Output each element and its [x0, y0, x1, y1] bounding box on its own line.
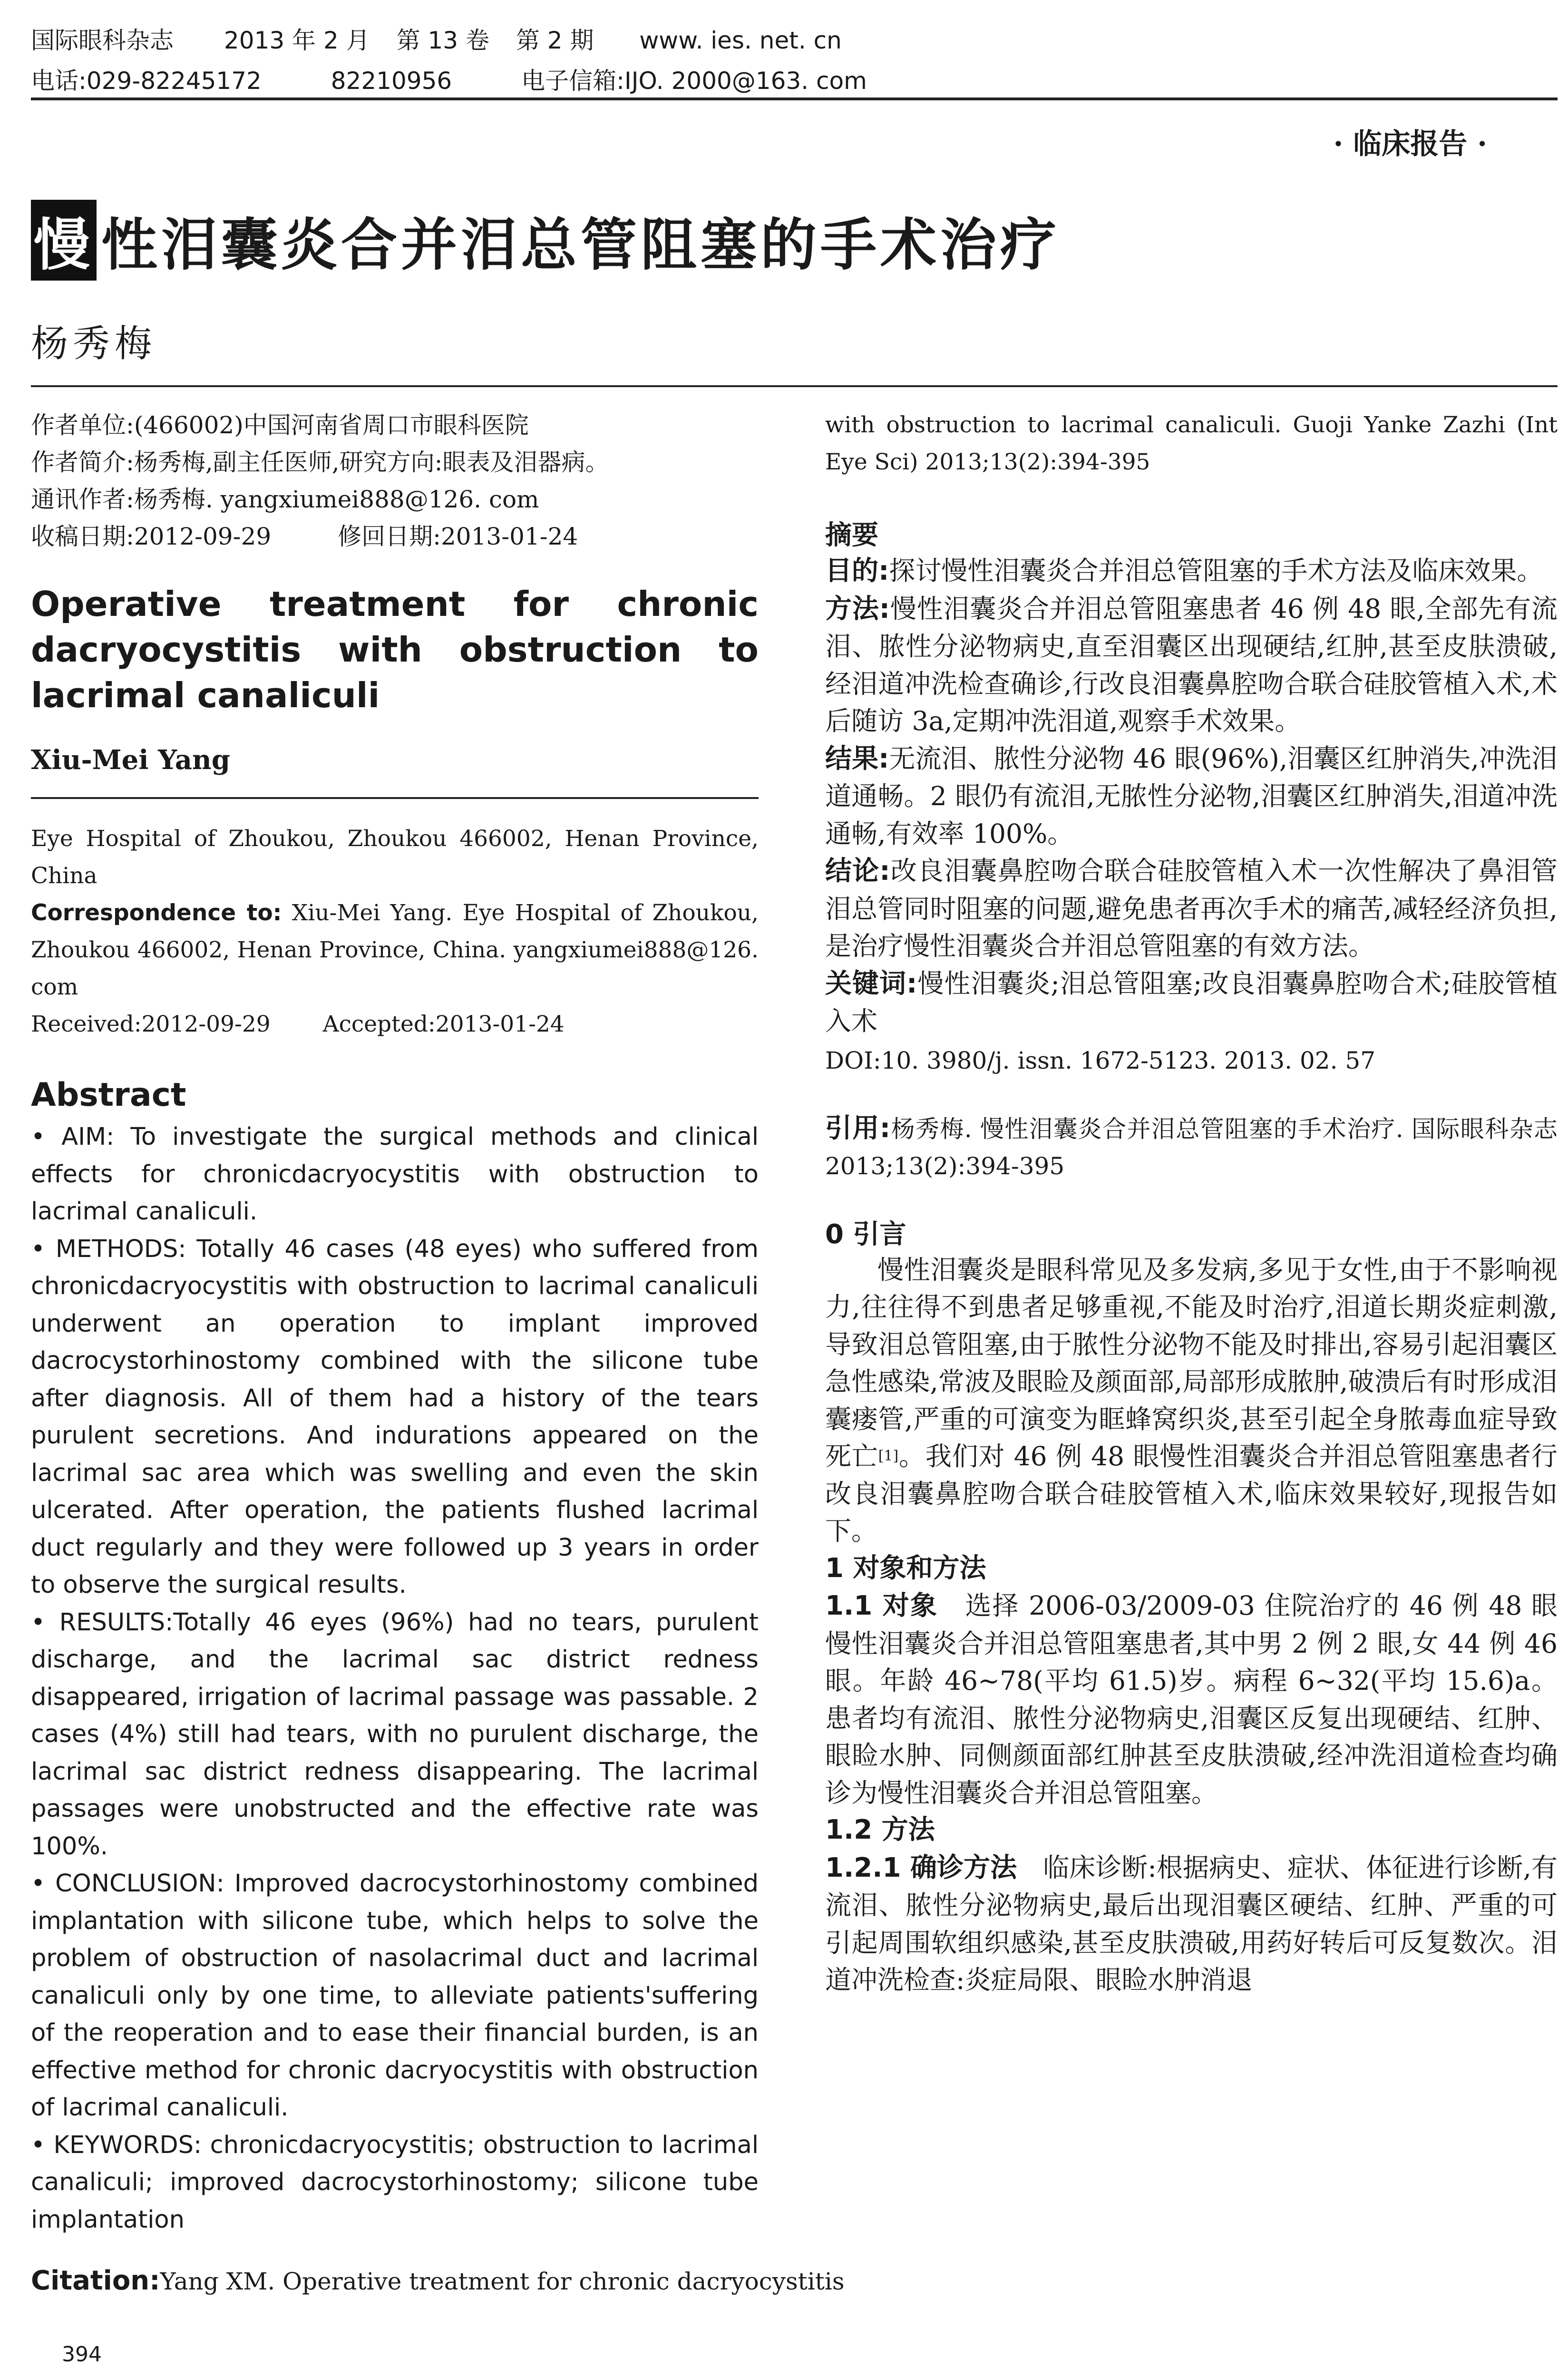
- zh-conclusion-label: 结论:: [825, 856, 890, 887]
- zh-aim-label: 目的:: [825, 555, 889, 586]
- abstract-aim: • AIM: To investigate the surgical methods and clinical effects for chronicdacryocystitis with obstruction to lacrimal canaliculi.: [31, 1123, 759, 1226]
- left-column: [31, 407, 845, 2300]
- doi[interactable]: DOI:10. 3980/j. issn. 1672-5123. 2013. 02. 57: [825, 1046, 1376, 1074]
- revised-date-zh: 修回日期:2013-01-24: [338, 523, 578, 550]
- zh-results-label: 结果:: [825, 743, 889, 774]
- article-body: [825, 1251, 1558, 1999]
- title-divider: [31, 385, 1558, 387]
- journal-website[interactable]: www. ies. net. cn: [639, 27, 842, 54]
- zh-abstract-methods: [825, 590, 1558, 740]
- english-author: Xiu-Mei Yang: [31, 744, 230, 776]
- zh-abstract-results: [825, 740, 1558, 853]
- abstract-methods: • METHODS: Totally 46 cases (48 eyes) who suffered from chronicdacryocystitis with obstruction to lacrimal canaliculi underwent an operation to implant improved dacrocystorhinostomy combined with the silicone tube after diagnosis. All of them had a history of the tears purulent secretions. And indurations appeared on the lacrimal sac area which was swelling and even the skin ulcerated. After operation, the patients flushed lacrimal duct regularly and they were followed up 3 years in order to observe the surgical results.: [31, 1235, 759, 1599]
- zh-aim-text: 探讨慢性泪囊炎合并泪总管阻塞的手术方法及临床效果。: [889, 555, 1543, 586]
- english-affiliation: [31, 820, 759, 1006]
- citation-zh-text: 杨秀梅. 慢性泪囊炎合并泪总管阻塞的手术治疗. 国际眼科杂志 2013;13(2):394-395: [825, 1115, 1558, 1180]
- section-1-1: [825, 1587, 1558, 1812]
- journal-phone: 电话:029-82245172: [31, 67, 262, 95]
- section-1-heading: 1 对象和方法: [825, 1552, 986, 1584]
- zh-results-text: 无流泪、脓性分泌物 46 眼(96%),泪囊区红肿消失,冲洗泪道通畅。2 眼仍有流泪,无脓性分泌物,泪囊区红肿消失,泪道冲洗通畅,有效率 100%。: [825, 743, 1558, 849]
- section-1-2-heading: 1.2 方法: [825, 1814, 935, 1845]
- zh-abstract-heading: 摘要: [825, 520, 878, 551]
- citation-zh: [825, 1110, 1558, 1185]
- journal-email[interactable]: 电子信箱:IJO. 2000@163. com: [521, 67, 867, 95]
- title-initial: 慢: [31, 200, 97, 281]
- title-text: 性泪囊炎合并泪总管阻塞的手术治疗: [101, 212, 1061, 278]
- dates-en: [31, 1006, 759, 1043]
- zh-abstract-body: [825, 552, 1558, 1040]
- accepted-date-en: Accepted:2013-01-24: [322, 1011, 565, 1037]
- intro-text-2: 。我们对 46 例 48 眼慢性泪囊炎合并泪总管阻塞患者行改良泪囊鼻腔吻合联合硅胶管植入术,临床效果较好,现报告如下。: [825, 1441, 1558, 1546]
- section-1-2-1-text: 临床诊断:根据病史、症状、体征进行诊断,有流泪、脓性分泌物病史,最后出现泪囊区硬结、红肿、严重的可引起周围软组织感染,甚至皮肤溃破,用药好转后可反复数次。泪道冲洗检查:炎症局限、眼睑水肿消退: [825, 1852, 1558, 1995]
- english-title: Operative treatment for chronic dacryocystitis with obstruction to lacrimal canaliculi: [31, 584, 759, 715]
- zh-methods-text: 慢性泪囊炎合并泪总管阻塞患者 46 例 48 眼,全部先有流泪、脓性分泌物病史,直至泪囊区出现硬结,红肿,甚至皮肤溃破,经泪道冲洗检查确诊,行改良泪囊鼻腔吻合联合硅胶管植入术,术后随访 3a,定期冲洗泪道,观察手术效果。: [825, 593, 1558, 736]
- affiliation-text: Eye Hospital of Zhoukou, Zhoukou 466002, Henan Province, China: [31, 826, 759, 889]
- page-number: 394: [62, 2342, 102, 2367]
- correspondence-text: Xiu-Mei Yang. Eye Hospital of Zhoukou, Zhoukou 466002, Henan Province, China. yangxiumei888@126. com: [31, 900, 759, 1000]
- zh-keywords-text: 慢性泪囊炎;泪总管阻塞;改良泪囊鼻腔吻合术;硅胶管植入术: [825, 968, 1558, 1036]
- header-divider: [31, 97, 1558, 100]
- abstract-heading: Abstract: [31, 1076, 186, 1114]
- correspondence-label: Correspondence to:: [31, 900, 282, 926]
- citation-en: [31, 2262, 845, 2300]
- dates-zh: [31, 518, 759, 555]
- section-1-1-text: 选择 2006-03/2009-03 住院治疗的 46 例 48 眼慢性泪囊炎合并泪总管阻塞患者,其中男 2 例 2 眼,女 44 例 46 眼。年龄 46~78(平均 61.5)岁。病程 6~32(平均 15.6)a。患者均有流泪、脓性分泌物病史,泪囊区反复出现硬结、红肿、眼睑水肿、同侧颜面部红肿甚至皮肤溃破,经冲洗泪道检查均确诊为慢性泪囊炎合并泪总管阻塞。: [825, 1590, 1558, 1808]
- issue-number: 第 2 期: [516, 27, 594, 54]
- citation-label: Citation:: [31, 2265, 160, 2296]
- zh-abstract-aim: [825, 552, 1558, 590]
- citation-text-start: Yang XM. Operative treatment for chronic dacryocystitis: [160, 2268, 845, 2295]
- issue-date: 2013 年 2 月: [224, 27, 370, 54]
- section-tag: · 临床报告 ·: [1333, 127, 1487, 161]
- section-1-2-1-label: 1.2.1 确诊方法: [825, 1852, 1017, 1883]
- reference-marker[interactable]: [1]: [878, 1448, 899, 1464]
- abstract-results: • RESULTS:Totally 46 eyes (96%) had no tears, purulent discharge, and the lacrimal sac district redness disappeared, irrigation of lacrimal passage was passable. 2 cases (4%) still had tears, with no purulent discharge, the lacrimal sac district redness disappearing. The lacrimal passages were unobstructed and the effective rate was 100%.: [31, 1608, 759, 1861]
- author-bio: 作者简介:杨秀梅,副主任医师,研究方向:眼表及泪器病。: [31, 448, 609, 476]
- intro-text-1: 慢性泪囊炎是眼科常见及多发病,多见于女性,由于不影响视力,往往得不到患者足够重视,不能及时治疗,泪道长期炎症刺激,导致泪总管阻塞,由于脓性分泌物不能及时排出,容易引起泪囊区急性感染,常波及眼睑及颜面部,局部形成脓肿,破溃后有时形成泪囊瘘管,严重的可演变为眶蜂窝织炎,甚至引起全身脓毒血症导致死亡: [825, 1254, 1558, 1471]
- running-header-contact: [31, 62, 867, 96]
- zh-methods-label: 方法:: [825, 593, 890, 624]
- section-1-2-1: [825, 1849, 1558, 1999]
- received-date-zh: 收稿日期:2012-09-29: [31, 523, 272, 550]
- zh-keywords-label: 关键词:: [825, 968, 917, 999]
- received-date-en: Received:2012-09-29: [31, 1011, 271, 1037]
- journal-phone-2: 82210956: [331, 67, 452, 95]
- zh-abstract-keywords: [825, 965, 1558, 1040]
- article-title: [31, 200, 1060, 281]
- english-header-divider: [31, 797, 759, 799]
- intro-paragraph: [825, 1251, 1558, 1550]
- abstract-conclusion: • CONCLUSION: Improved dacrocystorhinostomy combined implantation with silicone tube, which helps to solve the problem of obstruction of nasolacrimal duct and lacrimal canaliculi only by one time, to alleviate patients'suffering of the reoperation and to ease their financial burden, is an effective method for chronic dacryocystitis with obstruction of lacrimal canaliculi.: [31, 1870, 759, 2122]
- running-header: [31, 21, 842, 56]
- abstract-body: [31, 1119, 759, 2239]
- zh-abstract-conclusion: [825, 852, 1558, 965]
- correspondence-en: [31, 895, 759, 1006]
- journal-name: 国际眼科杂志: [31, 27, 174, 54]
- intro-heading: 0 引言: [825, 1218, 906, 1250]
- citation-zh-label: 引用:: [825, 1112, 891, 1144]
- abstract-keywords: • KEYWORDS: chronicdacryocystitis; obstruction to lacrimal canaliculi; improved dacrocystorhinostomy; silicone tube implantation: [31, 2131, 759, 2234]
- correspondence-author: 通讯作者:杨秀梅. yangxiumei888@126. com: [31, 486, 539, 513]
- article-author: 杨秀梅: [31, 322, 157, 365]
- right-column: [825, 407, 1558, 1999]
- zh-conclusion-text: 改良泪囊鼻腔吻合联合硅胶管植入术一次性解决了鼻泪管泪总管同时阻塞的问题,避免患者再次手术的痛苦,减轻经济负担,是治疗慢性泪囊炎合并泪总管阻塞的有效方法。: [825, 856, 1558, 961]
- citation-en-continued: with obstruction to lacrimal canaliculi. Guoji Yanke Zazhi (Int Eye Sci) 2013;13(2):394-395: [825, 412, 1558, 475]
- section-1-1-label: 1.1 对象: [825, 1590, 938, 1621]
- volume: 第 13 卷: [396, 27, 489, 54]
- author-affiliation: 作者单位:(466002)中国河南省周口市眼科医院: [31, 411, 529, 439]
